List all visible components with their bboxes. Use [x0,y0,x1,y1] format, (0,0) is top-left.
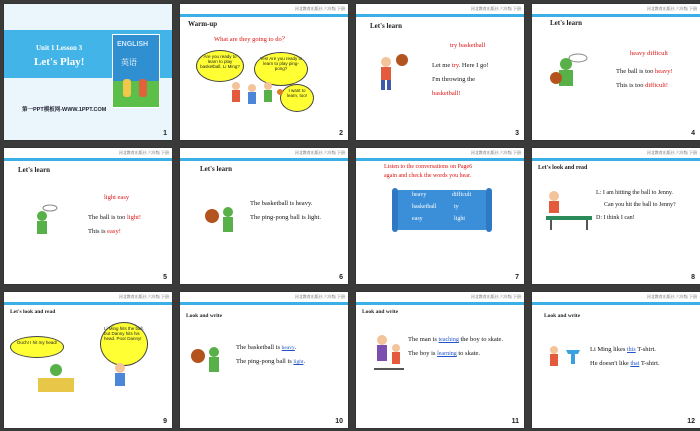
filled-blank: teaching [438,337,459,343]
speech-bubble: Yes! Are you ready to learn to play ping-pong? [254,52,308,86]
boy-with-tshirts-illustration [546,342,586,372]
question-text: What are they going to do？ [214,36,289,43]
scroll-roll [392,188,398,232]
slide-thumbnail-1[interactable] [4,4,172,140]
slide-thumbnail-10[interactable] [180,292,348,428]
sentence-line [88,214,141,221]
sentence-line: basketball! [432,90,461,97]
slide-heading: Look and write [362,309,399,315]
slide-thumbnail-9[interactable] [4,292,172,428]
header-bar [356,302,524,305]
scroll-word: heavy [412,192,427,198]
header-bar [356,14,524,17]
highlight-word: try [451,62,459,69]
fill-in-sentence [408,350,480,357]
slide-header: 河北教育出版社 六年级 下册 [118,294,169,299]
instruction-line: Listen to the conversations on Page6 [384,164,473,170]
text-segment: This is [88,228,108,235]
scroll-word: light [454,216,466,222]
instruction-line: again and check the words you hear. [384,173,472,179]
slide-header: 河北教育出版社 六年级 下册 [646,6,697,11]
fill-in-sentence [236,358,305,365]
slide-thumbnail-5[interactable] [4,148,172,284]
sentence-line: I'm throwing the [432,76,476,83]
header-bar [356,158,524,161]
slide-header: 河北教育出版社 六年级 下册 [646,150,697,155]
header-bar [532,158,700,161]
slide-heading: Look and write [544,313,581,319]
word-scroll-panel [396,190,488,230]
filled-blank: heavy [281,345,295,351]
scroll-word: easy [412,216,423,222]
slide-header: 河北教育出版社 六年级 下册 [118,150,169,155]
sentence-line [616,82,668,89]
book-cover-image [112,34,160,108]
footer-watermark: 第一PPT模板网-WWW.1PPT.COM [22,107,107,113]
speech-bubble: Are you ready to learn to play basketball, Li Ming? [196,50,244,82]
text-segment: T-shirt. [635,346,656,353]
slide-number: 8 [691,274,695,281]
slide-heading: Let's look and read [538,165,588,171]
book-kid-figure [139,79,147,97]
dinosaur-at-table-illustration [36,362,76,398]
slide-heading: Look and write [186,313,223,319]
slide-thumbnail-3[interactable] [356,4,524,140]
text-segment: . Here I go! [458,62,489,69]
boy-throwing-basketball-illustration [370,52,416,92]
text-segment: T-shirt. [639,360,660,367]
text-segment: The boy is [408,350,438,357]
highlight-word: difficult! [645,82,669,89]
text-segment: to skate. [456,350,481,357]
fill-in-sentence [590,346,656,353]
scroll-roll [486,188,492,232]
text-segment: This is too [616,82,646,89]
scroll-word: difficult [452,192,472,198]
slide-header: 河北教育出版社 六年级 下册 [470,6,521,11]
slide-header: 河北教育出版社 六年级 下册 [646,294,697,299]
filled-blank: learning [437,351,457,357]
slide-title: Let's Play! [34,56,85,68]
fill-in-sentence [236,344,296,351]
slide-number: 7 [515,274,519,281]
slide-thumbnail-8[interactable] [532,148,700,284]
sentence-line [432,62,489,69]
slide-number: 4 [691,130,695,137]
slide-heading: Let's learn [200,165,233,173]
text-segment: He doesn't like [590,360,631,367]
slide-heading: Let's learn [370,22,403,30]
slide-header: 河北教育出版社 六年级 下册 [294,150,345,155]
sentence-line: The basketball is heavy. [250,200,313,207]
slide-number: 6 [339,274,343,281]
dinosaur-with-balls-illustration [188,342,228,376]
header-bar [4,158,172,161]
scroll-word: ty [454,204,459,210]
children-illustration [226,80,286,110]
text-segment: . [303,358,306,365]
slide-thumbnail-12[interactable] [532,292,700,428]
filled-blank: this [627,347,636,353]
slide-thumbnail-7[interactable] [356,148,524,284]
header-bar [180,302,348,305]
text-segment: . [294,344,297,351]
slide-thumbnail-2[interactable] [180,4,348,140]
slide-number: 10 [335,418,343,425]
scroll-word: basketball [412,204,437,210]
sentence-line: The ping-pong ball is light. [250,214,321,221]
slide-header: 河北教育出版社 六年级 下册 [294,294,345,299]
text-segment: The basketball is [236,344,282,351]
text-segment: Let me [432,62,452,69]
fill-in-sentence [408,336,503,343]
slide-heading: Let's look and read [10,309,56,315]
slide-number: 2 [339,130,343,137]
vocab-words: light easy [104,194,130,201]
speech-bubble: Ouch! I hit my head! [10,336,64,358]
fill-in-sentence [590,360,660,367]
slide-number: 1 [163,130,167,137]
header-bar [532,14,700,17]
slide-thumbnail-11[interactable] [356,292,524,428]
speech-bubble: Li Ming hits the ball, but Danny hits his head. Poor Danny! [100,322,148,366]
book-cn-title: 英语 [121,58,137,67]
vocab-words: heavy difficult [630,50,668,57]
boy-playing-illustration [108,362,132,396]
slide-number: 3 [515,130,519,137]
slide-thumbnail-4[interactable] [532,4,700,140]
header-bar [4,302,172,305]
slide-heading: Let's learn [18,166,51,174]
slide-number: 9 [163,418,167,425]
dinosaur-with-hoop-illustration [30,202,60,236]
slide-number: 12 [687,418,695,425]
slide-header: 河北教育出版社 六年级 下册 [470,294,521,299]
text-segment: The ball is too [616,68,655,75]
text-segment: The ball is too [88,214,127,221]
slide-thumbnail-6[interactable] [180,148,348,284]
speech-bubble: I want to learn, too! [280,84,314,112]
highlight-word: light! [127,214,142,221]
book-title: ENGLISH [117,41,149,48]
text-segment: Li Ming likes [590,346,628,353]
slide-heading: Let's learn [550,19,583,27]
vocab-phrase: try basketball [450,42,486,49]
header-bar [180,158,348,161]
slide-heading: Warm-up [188,20,218,28]
dialogue-line: Can you hit the ball to Jenny? [604,202,676,208]
text-segment: The ping-pong ball is [236,358,294,365]
filled-blank: light [293,359,304,365]
highlight-word: heavy! [655,68,673,75]
header-bar [180,14,348,17]
highlight-word: easy! [107,228,121,235]
sentence-line [88,228,121,235]
dinosaur-with-basketball-illustration [544,52,588,94]
book-kid-figure [123,79,131,97]
text-segment: The man is [408,336,439,343]
header-bar [532,302,700,305]
slide-number: 5 [163,274,167,281]
book-grass [113,81,159,107]
slide-number: 11 [511,418,519,425]
filled-blank: that [630,361,640,367]
dinosaur-with-balls-illustration [202,202,242,236]
man-teaching-boy-to-skate-illustration [370,334,406,374]
slide-header: 河北教育出版社 六年级 下册 [470,150,521,155]
dialogue-line: L: I am hitting the ball to Jenny. [596,190,673,196]
sentence-line [616,68,673,75]
slide-header: 河北教育出版社 六年级 下册 [294,6,345,11]
ping-pong-players-illustration [542,188,596,232]
dialogue-line: D: I think I can! [596,215,635,221]
unit-label: Unit 1 Lesson 3 [36,44,83,52]
text-segment: the boy to skate. [458,336,504,343]
